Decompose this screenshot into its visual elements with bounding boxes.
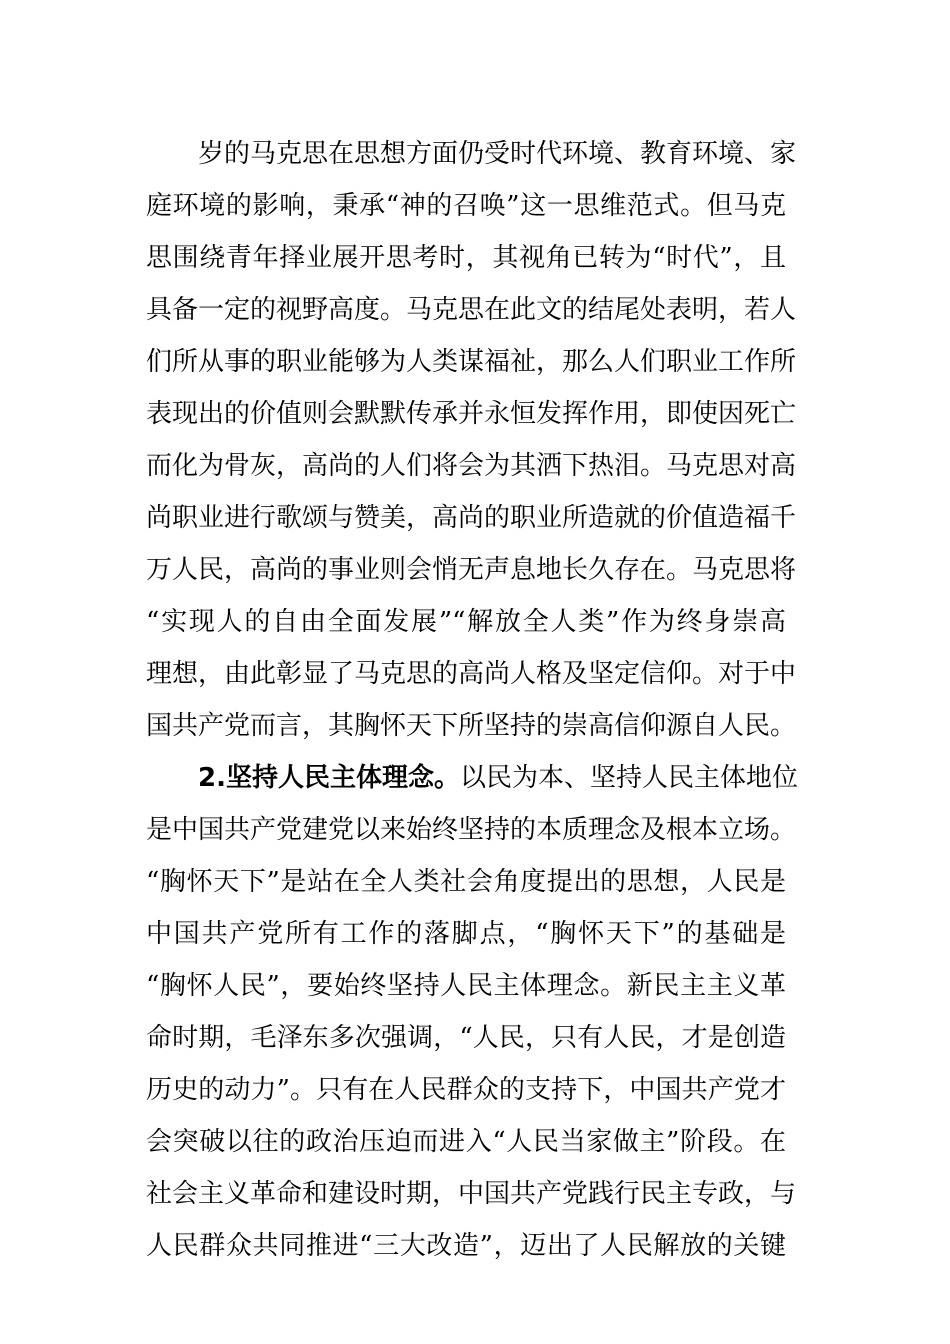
paragraph-1-line-9: 万人民，高尚的事业则会悄无声息地长久存在。马克思将 (146, 555, 797, 585)
paragraph-2-line-10: 人民群众共同推进“三大改造”，迈出了人民解放的关键 (146, 1231, 786, 1261)
paragraph-2-line-4: 中国共产党所有工作的落脚点，“胸怀天下”的基础是 (146, 919, 786, 949)
paragraph-2-line-6: 命时期，毛泽东多次强调，“人民，只有人民，才是创造 (146, 1023, 786, 1053)
paragraph-1-line-3: 思围绕青年择业展开思考时，其视角已转为“时代”，且 (146, 243, 786, 273)
paragraph-2-line-1-text: 以民为本、坚持人民主体地位 (459, 763, 798, 793)
paragraph-1-line-12: 国共产党而言，其胸怀天下所坚持的崇高信仰源自人民。 (146, 711, 797, 741)
paragraph-1-line-2: 庭环境的影响，秉承“神的召唤”这一思维范式。但马克 (146, 191, 786, 221)
paragraph-1-line-1: 岁的马克思在思想方面仍受时代环境、教育环境、家 (198, 139, 797, 169)
paragraph-1-line-8: 尚职业进行歌颂与赞美，高尚的职业所造就的价值造福千 (146, 503, 797, 533)
paragraph-1-line-6: 表现出的价值则会默默传承并永恒发挥作用，即使因死亡 (146, 399, 797, 429)
paragraph-2-line-2: 是中国共产党建党以来始终坚持的本质理念及根本立场。 (146, 815, 797, 845)
paragraph-2-line-5: “胸怀人民”，要始终坚持人民主体理念。新民主主义革 (146, 971, 786, 1001)
paragraph-2-line-7: 历史的动力”。只有在人民群众的支持下，中国共产党才 (146, 1075, 786, 1105)
paragraph-2-line-8: 会突破以往的政治压迫而进入“人民当家做主”阶段。在 (146, 1127, 786, 1157)
section-heading: 2.坚持人民主体理念。 (198, 763, 460, 793)
paragraph-1-line-7: 而化为骨灰，高尚的人们将会为其洒下热泪。马克思对高 (146, 451, 797, 481)
paragraph-2-line-1 (198, 752, 798, 804)
paragraph-1-line-10: “实现人的自由全面发展”“解放全人类”作为终身崇高 (146, 607, 786, 637)
paragraph-1-line-5: 们所从事的职业能够为人类谋福祉，那么人们职业工作所 (146, 347, 797, 377)
paragraph-2-line-9: 社会主义革命和建设时期，中国共产党践行民主专政，与 (146, 1179, 797, 1209)
paragraph-1-line-11: 理想，由此彰显了马克思的高尚人格及坚定信仰。对于中 (146, 659, 797, 689)
paragraph-1-line-4: 具备一定的视野高度。马克思在此文的结尾处表明，若人 (146, 295, 797, 325)
paragraph-2-line-3: “胸怀天下”是站在全人类社会角度提出的思想，人民是 (146, 867, 786, 897)
